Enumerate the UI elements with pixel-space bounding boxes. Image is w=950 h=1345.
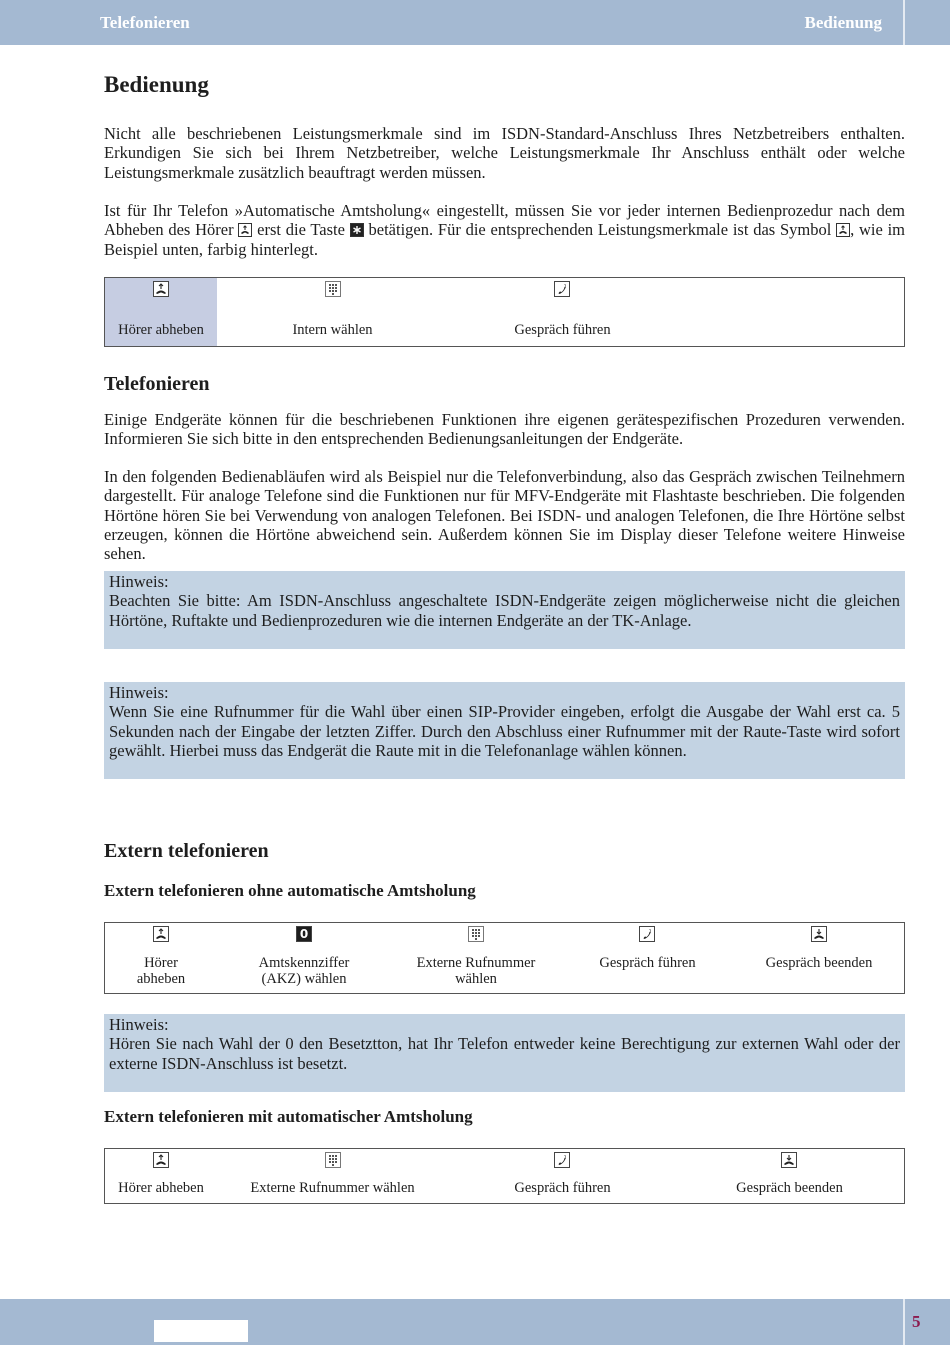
telefonieren-paragraph-1: Einige Endgeräte können für die beschriebenen Funktionen ihre eigenen gerätespezifischen Prozeduren verwenden. Informieren Sie sich bitte in den entsprechenden Bedienungsanleitungen der Endgeräte. (104, 410, 905, 449)
handset-lift-icon (836, 223, 850, 237)
step-gespraech-fuehren (490, 1149, 635, 1203)
step-hoerer-abheben (105, 278, 217, 346)
intro-paragraph-2 (104, 201, 905, 259)
step-amtskennziffer (240, 923, 368, 993)
header-chapter-title: Bedienung (804, 13, 882, 32)
step-hoerer-abheben (105, 923, 217, 993)
zero-key-icon: 0 (296, 926, 312, 942)
step-label: Hörer abheben (118, 1180, 204, 1196)
step-intern-waehlen (265, 278, 400, 346)
section-title-telefonieren: Telefonieren (104, 373, 210, 395)
header-section-title: Telefonieren (100, 13, 190, 32)
note-label: Hinweis: (109, 683, 169, 702)
step-label: Intern wählen (292, 322, 373, 338)
handset-lift-icon (153, 1152, 169, 1168)
telefonieren-paragraph-2: In den folgenden Bedienabläufen wird als Beispiel nur die Telefonverbindung, also das Gespräch zwischen Teilnehmern dargestellt. Für analoge Telefone sind die Funktionen nur für MFV-Endgeräte mit Flashtaste beschrieben. Die folgenden Hörtöne hören Sie bei Verwendung von analogen Telefonen. Bei ISDN- und analogen Telefonen, die Ihre Hörtöne selbst erzeugen, können die Hörtöne abweichend sein. Außerdem können Sie im Display dieser Telefone weitere Hinweise sehen. (104, 467, 905, 564)
step-label: Hörer abheben (118, 322, 204, 338)
note-box-besetztton (104, 1014, 905, 1092)
example-steps-box (104, 277, 905, 347)
step-externe-rufnummer (235, 1149, 430, 1203)
step-gespraech-fuehren (490, 278, 635, 346)
note-text: Hören Sie nach Wahl der 0 den Besetztton, hat Ihr Telefon entweder keine Berechtigung zur externen Wahl oder der externe ISDN-Anschluss ist besetzt. (109, 1034, 900, 1073)
intro-p2-part-a: Ist für Ihr Telefon »Automatische Amtsholung« eingestellt, müssen Sie vor jeder internen Bedienprozedur nach dem Abheben des Hörer (104, 201, 905, 240)
star-key-icon (350, 223, 364, 237)
handset-hangup-icon (781, 1152, 797, 1168)
header-divider (903, 0, 905, 45)
keypad-icon (325, 281, 341, 297)
section-title-extern: Extern telefonieren (104, 840, 269, 862)
step-gespraech-beenden (748, 923, 890, 993)
footer-divider (903, 1299, 905, 1345)
note-text: Wenn Sie eine Rufnummer für die Wahl über einen SIP-Provider eingeben, erfolgt die Ausgabe der Wahl erst ca. 5 Sekunden nach der Eingabe der letzten Ziffer. Durch den Abschluss einer Rufnummer mit der Raute-Taste wird sofort gewählt. Hierbei muss das Endgerät die Raute mit in die Telefonanlage wählen können. (109, 702, 900, 760)
extern-steps-box-2 (104, 1148, 905, 1204)
keypad-icon (468, 926, 484, 942)
step-externe-rufnummer (405, 923, 547, 993)
handset-talk-icon (554, 1152, 570, 1168)
step-label-line-1: Gespräch führen (599, 955, 696, 971)
step-label-line-2: (AKZ) wählen (261, 971, 347, 987)
step-label: Gespräch führen (514, 1180, 611, 1196)
step-gespraech-fuehren (580, 923, 715, 993)
step-label-line-1: Hörer (144, 955, 178, 971)
step-label-line-2: wählen (455, 971, 497, 987)
step-label-line-1: Amtskennziffer (258, 955, 350, 971)
page-header (0, 0, 950, 45)
note-label: Hinweis: (109, 572, 169, 591)
keypad-icon (325, 1152, 341, 1168)
handset-lift-icon (238, 223, 252, 237)
footer-blank-box (154, 1320, 248, 1342)
intro-p2-part-c: betätigen. Für die entsprechenden Leistungsmerkmale ist das Symbol (363, 220, 837, 240)
page-footer (0, 1299, 950, 1345)
step-label-line-2: abheben (136, 971, 186, 987)
handset-hangup-icon (811, 926, 827, 942)
note-text: Beachten Sie bitte: Am ISDN-Anschluss angeschaltete ISDN-Endgeräte zeigen möglicherweise nicht die gleichen Hörtöne, Ruftakte und Bedienprozeduren wie die internen Endgeräte an der TK-Anlage. (109, 591, 900, 630)
subsection-title-ohne-amtsholung: Extern telefonieren ohne automatische Amtsholung (104, 881, 476, 900)
step-label-line-1: Externe Rufnummer (416, 955, 536, 971)
page-number: 5 (912, 1312, 921, 1331)
step-label-line-1: Gespräch beenden (765, 955, 873, 971)
step-gespraech-beenden (717, 1149, 862, 1203)
step-label: Externe Rufnummer wählen (250, 1180, 415, 1196)
note-label: Hinweis: (109, 1015, 169, 1034)
handset-talk-icon (639, 926, 655, 942)
handset-lift-icon (153, 926, 169, 942)
note-box-isdn (104, 571, 905, 649)
intro-p2-part-d: , wie im Beispiel unten, farbig hinterlegt. (104, 220, 906, 259)
handset-lift-icon (153, 281, 169, 297)
step-label: Gespräch führen (514, 322, 611, 338)
note-box-sip (104, 682, 905, 779)
page-title: Bedienung (104, 72, 209, 97)
step-label: Gespräch beenden (736, 1180, 843, 1196)
handset-talk-icon (554, 281, 570, 297)
subsection-title-mit-amtsholung: Extern telefonieren mit automatischer Amtsholung (104, 1107, 473, 1126)
intro-p2-part-b: erst die Taste (252, 220, 350, 240)
step-hoerer-abheben (105, 1149, 217, 1203)
intro-paragraph-1: Nicht alle beschriebenen Leistungsmerkmale sind im ISDN-Standard-Anschluss Ihres Netzbetreibers enthalten. Erkundigen Sie sich bei Ihrem Netzbetreiber, welche Leistungsmerkmale Ihr Anschluss enthält oder welche Leistungsmerkmale zusätzlich beauftragt werden müssen. (104, 124, 905, 182)
extern-steps-box-1 (104, 922, 905, 994)
